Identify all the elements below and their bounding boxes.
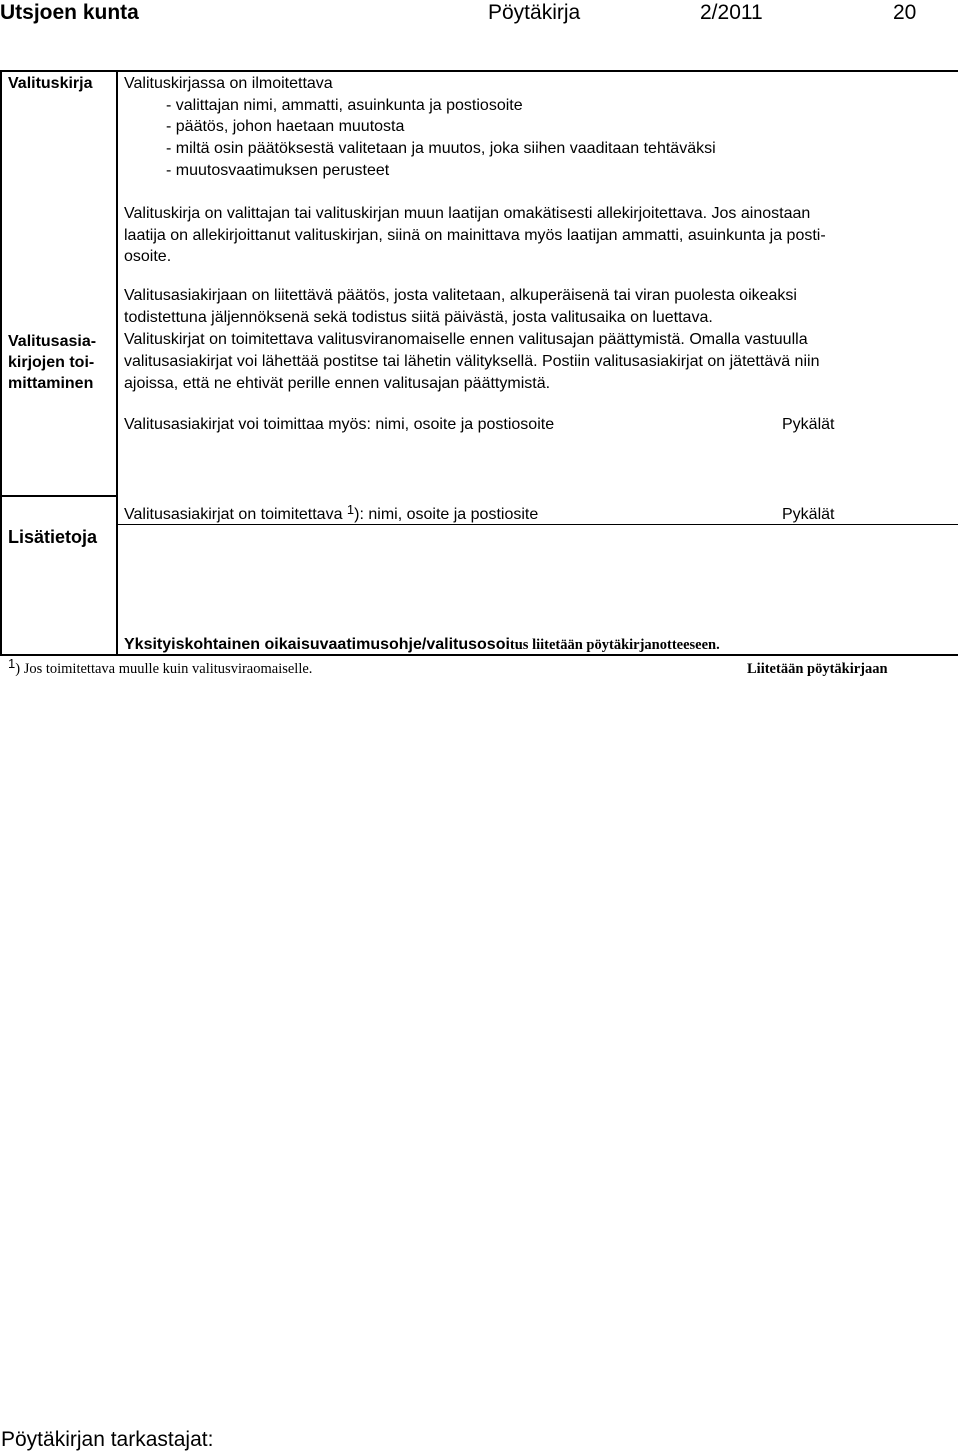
org-name: Utsjoen kunta <box>0 1 139 24</box>
section-label-line: kirjojen toi- <box>8 354 95 371</box>
valituskirja-item: - miltä osin päätöksestä valitetaan ja muutos, joka siihen vaaditaan tehtäväksi <box>166 140 716 158</box>
pykalat-label: Pykälät <box>782 416 835 433</box>
detailed-instructions-note <box>124 634 720 657</box>
footnote-text: ) Jos toimitettava muulle kuin valitusviraomaiselle. <box>15 661 313 677</box>
submission-address-text: Valitusasiakirjat on toimitettava <box>124 506 347 523</box>
detailed-instructions-sans: Yksityiskohtainen oikaisuvaatimusohje/valitusosoi <box>124 636 510 653</box>
footnote <box>8 656 313 681</box>
footnote-ref: 1 <box>346 502 355 517</box>
pykalat-label: Pykälät <box>782 506 835 523</box>
footnote-marker: 1 <box>8 656 16 671</box>
section-label-lisatietoja: Lisätietoja <box>8 527 98 547</box>
attached-to-minutes: Liitetään pöytäkirjaan <box>747 661 888 677</box>
signature-paragraph-line: Valituskirja on valittajan tai valituskirjan muun laatijan omakätisesti allekirjoitettava. Jos ainostaan <box>124 205 811 222</box>
toimittaminen-paragraph-line: ajoissa, että ne ehtivät perille ennen valitusajan päättymistä. <box>124 375 551 392</box>
valituskirja-intro: Valituskirjassa on ilmoitettava <box>124 75 333 92</box>
section-label-line: mittaminen <box>8 375 94 392</box>
address-underline <box>118 524 958 525</box>
table-left-border <box>0 70 2 655</box>
toimittaminen-paragraph-line: Valitusasiakirjaan on liitettävä päätös, josta valitetaan, alkuperäisenä tai viran puolesta oikeaksi <box>124 287 797 304</box>
submission-address-line <box>124 504 538 526</box>
page-number: 20 <box>893 1 917 24</box>
table-column-divider <box>116 70 118 655</box>
valituskirja-item: - päätös, johon haetaan muutosta <box>166 118 405 136</box>
toimittaminen-paragraph-line: Valituskirjat on toimitettava valitusviranomaiselle ennen valitusajan päättymistä. Omalla vastuulla <box>124 331 808 348</box>
valituskirja-item: - muutosvaatimuksen perusteet <box>166 161 390 179</box>
submission-address-text: ): nimi, osoite ja postiosite <box>354 506 539 523</box>
issue-number: 2/2011 <box>700 1 763 24</box>
signature-paragraph-line: laatija on allekirjoittanut valituskirjan, siinä on mainittava myös laatijan ammatti, asuinkunta ja posti- <box>124 226 826 244</box>
valituskirja-item: - valittajan nimi, ammatti, asuinkunta ja postiosoite <box>166 96 523 114</box>
table-top-border <box>0 70 958 72</box>
section-label-valituskirja: Valituskirja <box>8 75 93 92</box>
section-label-toimittaminen <box>8 331 96 394</box>
row-divider <box>0 495 118 497</box>
minutes-reviewers-label: Pöytäkirjan tarkastajat: <box>1 1428 214 1451</box>
detailed-instructions-serif: tus liitetään pöytäkirjanotteeseen. <box>509 637 720 653</box>
signature-paragraph-line: osoite. <box>124 248 172 266</box>
doc-type: Pöytäkirja <box>488 1 581 24</box>
toimittaminen-paragraph-line: valitusasiakirjat voi lähettää postitse tai lähetin välityksellä. Postiin valitusasiakirjat on jätettävä niin <box>124 353 820 370</box>
section-label-line: Valitusasia- <box>8 333 97 350</box>
toimittaminen-paragraph-line: todistettuna jäljennöksenä sekä todistus siitä päivästä, josta valitusaika on luettava. <box>124 309 713 326</box>
address-line: Valitusasiakirjat voi toimittaa myös: nimi, osoite ja postiosoite <box>124 416 555 433</box>
